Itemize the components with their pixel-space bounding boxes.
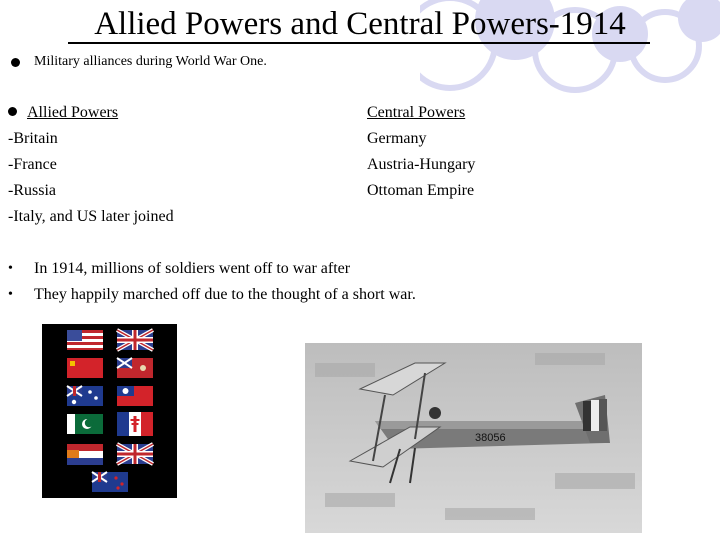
bullet-list	[8, 256, 416, 308]
netherlands-flag-icon	[67, 444, 103, 465]
allied-member: -Britain	[8, 130, 58, 147]
new-zealand-flag-icon	[92, 472, 128, 492]
list-item	[8, 256, 416, 282]
usa-flag-icon	[67, 330, 103, 350]
slide-title: Allied Powers and Central Powers-1914	[94, 6, 626, 42]
biplane-photo	[305, 343, 642, 533]
allied-heading-row	[8, 100, 174, 126]
bullet-icon: •	[8, 287, 13, 302]
canada-ensign-flag-icon	[117, 358, 153, 378]
central-member: Austria-Hungary	[367, 156, 476, 173]
uk-flag-icon	[117, 444, 153, 464]
central-member: Ottoman Empire	[367, 182, 475, 199]
central-member: Germany	[367, 130, 427, 147]
central-heading: Central Powers	[367, 104, 466, 121]
allied-flags-image	[42, 324, 177, 498]
subtitle-bullet-icon	[11, 58, 20, 67]
plane-serial: 38056	[475, 432, 506, 444]
list-item	[8, 282, 416, 308]
china-flag-icon	[117, 386, 153, 406]
allied-member: -Russia	[8, 182, 56, 199]
bullet-icon: •	[8, 261, 13, 276]
allied-member: -France	[8, 156, 57, 173]
slide-subtitle: Military alliances during World War One.	[34, 54, 267, 69]
central-powers-column	[367, 100, 475, 204]
free-france-flag-icon	[117, 412, 153, 436]
bullet-text: They happily marched off due to the thought of a short war.	[34, 286, 416, 303]
australia-flag-icon	[67, 386, 103, 406]
allied-bullet-icon	[8, 107, 17, 116]
pakistan-flag-icon	[67, 414, 103, 434]
uk-flag-icon	[117, 330, 153, 350]
bullet-text: In 1914, millions of soldiers went off to war after	[34, 260, 351, 277]
allied-heading: Allied Powers	[27, 104, 119, 121]
allied-member: -Italy, and US later joined	[8, 208, 174, 225]
ussr-flag-icon	[67, 358, 103, 378]
title-underline	[68, 42, 650, 44]
allied-powers-column	[8, 100, 174, 230]
